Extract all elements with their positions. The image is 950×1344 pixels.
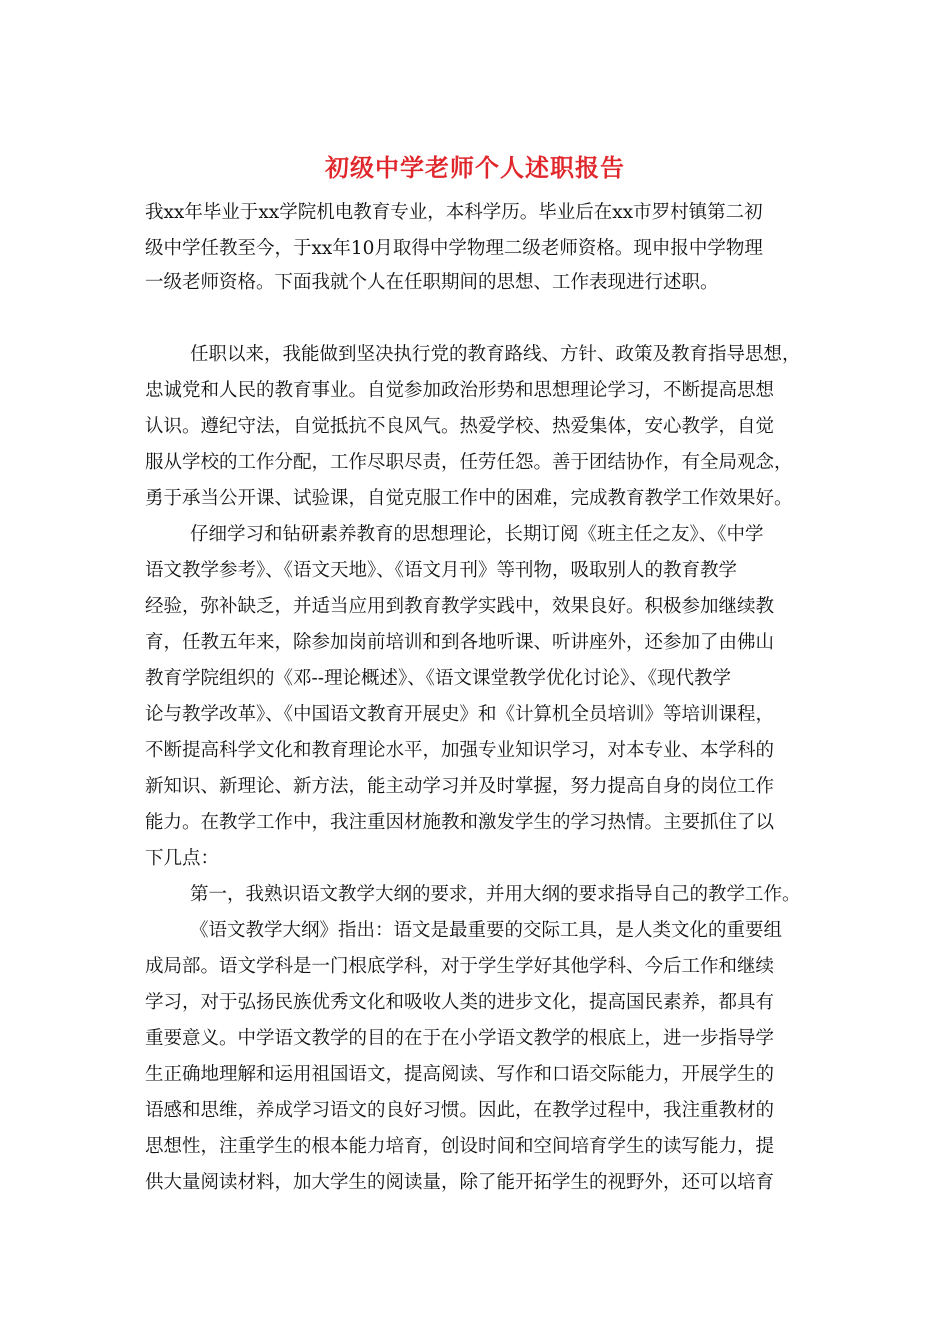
text-line: 语文教学参考》、《语文天地》、《语文月刊》等刊物，吸取别人的教育教学 <box>145 560 738 581</box>
text-line: 经验，弥补缺乏，并适当应用到教育教学实践中，效果良好。积极参加继续教 <box>145 596 775 617</box>
text-line: 仔细学习和钻研素养教育的思想理论，长期订阅《班主任之友》、《中学 <box>190 524 764 545</box>
text-line: 我xx年毕业于xx学院机电教育专业，本科学历。毕业后在xx市罗村镇第二初 <box>145 202 763 223</box>
text-line: 下几点： <box>145 848 220 869</box>
text-line: 第一，我熟识语文教学大纲的要求，并用大纲的要求指导自己的教学工作。 <box>190 884 801 905</box>
text-line: 成局部。语文学科是一门根底学科，对于学生学好其他学科、今后工作和继续 <box>145 956 775 977</box>
text-line: 一级老师资格。下面我就个人在任职期间的思想、工作表现进行述职。 <box>145 272 719 293</box>
text-line: 重要意义。中学语文教学的目的在于在小学语文教学的根底上，进一步指导学 <box>145 1028 775 1049</box>
text-line: 论与教学改革》、《中国语文教育开展史》和《计算机全员培训》等培训课程， <box>145 704 775 725</box>
text-line: 勇于承当公开课、试验课，自觉克服工作中的困难，完成教育教学工作效果好。 <box>145 488 793 509</box>
text-line: 育，任教五年来，除参加岗前培训和到各地听课、听讲座外，还参加了由佛山 <box>145 632 775 653</box>
text-line: 供大量阅读材料，加大学生的阅读量，除了能开拓学生的视野外，还可以培育 <box>145 1172 775 1193</box>
text-line: 教育学院组织的《邓--理论概述》、《语文课堂教学优化讨论》、《现代教学 <box>145 668 732 689</box>
text-line: 不断提高科学文化和教育理论水平，加强专业知识学习，对本专业、本学科的 <box>145 740 775 761</box>
text-line: 任职以来，我能做到坚决执行党的教育路线、方针、政策及教育指导思想， <box>190 344 801 365</box>
text-line: 《语文教学大纲》指出：语文是最重要的交际工具，是人类文化的重要组 <box>190 920 783 941</box>
text-line: 能力。在教学工作中，我注重因材施教和激发学生的学习热情。主要抓住了以 <box>145 812 775 833</box>
text-line: 思想性，注重学生的根本能力培育，创设时间和空间培育学生的读写能力，提 <box>145 1136 775 1157</box>
text-line: 级中学任教至今，于xx年10月取得中学物理二级老师资格。现申报中学物理 <box>145 238 763 259</box>
document-title: 初级中学老师个人述职报告 <box>325 153 625 182</box>
text-line: 服从学校的工作分配，工作尽职尽责，任劳任怨。善于团结协作，有全局观念， <box>145 452 793 473</box>
text-line: 认识。遵纪守法，自觉抵抗不良风气。热爱学校、热爱集体，安心教学，自觉 <box>145 416 775 437</box>
text-line: 语感和思维，养成学习语文的良好习惯。因此，在教学过程中，我注重教材的 <box>145 1100 775 1121</box>
text-line: 学习，对于弘扬民族优秀文化和吸收人类的进步文化，提高国民素养，都具有 <box>145 992 775 1013</box>
text-line: 新知识、新理论、新方法，能主动学习并及时掌握，努力提高自身的岗位工作 <box>145 776 775 797</box>
text-line: 生正确地理解和运用祖国语文，提高阅读、写作和口语交际能力，开展学生的 <box>145 1064 775 1085</box>
text-line: 忠诚党和人民的教育事业。自觉参加政治形势和思想理论学习，不断提高思想 <box>145 380 775 401</box>
